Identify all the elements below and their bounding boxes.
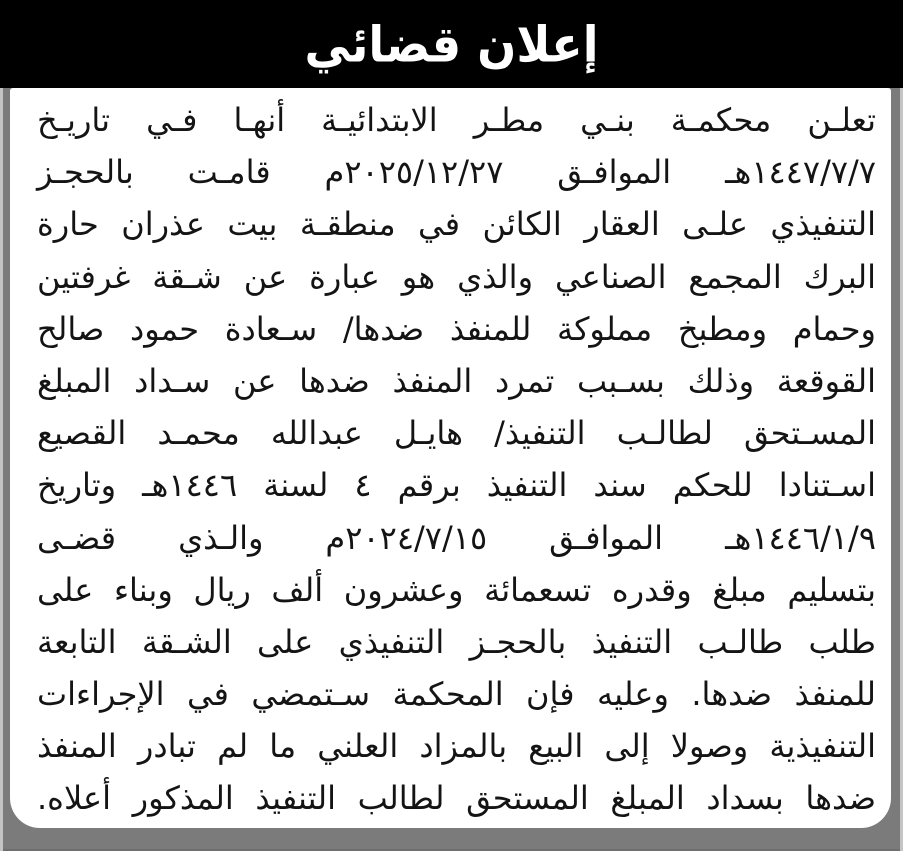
body-line: تعلـن محكمـة بنـي مطـر الابتدائيـة أنهـا فـي تاريـخ	[37, 101, 876, 139]
body-line: بتسليم مبلغ وقدره تسعمائة وعشرون ألف ريال وبناء على	[37, 570, 876, 609]
body-line: البرك المجمع الصناعي والذي هو عبارة عن شـقة غرفتين	[37, 257, 876, 296]
body-line: اسـتنادا للحكم سند التنفيذ برقم ٤ لسنة ١٤٤٦هـ وتاريخ	[37, 466, 877, 505]
body-line: التنفيذية وصولا إلى البيع بالمزاد العلني ما لم تبادر المنفذ	[37, 727, 876, 766]
body-line: ضدها بسداد المبلغ المستحق لطالب التنفيذ المذكور أعلاه.	[37, 779, 876, 818]
body-line: ١٤٤٦/١/٩هـ الموافـق ٢٠٢٤/٧/١٥م والـذي قضـى	[37, 518, 877, 557]
body-line: التنفيذي علـى العقار الكائن في منطقـة بيت عذران حارة	[37, 205, 876, 244]
body-line: المسـتحق لطالـب التنفيذ/ هايـل عبدالله محمـد القصيع	[37, 414, 876, 453]
announcement-body	[10, 88, 891, 828]
body-line: القوقعة وذلك بسـبب تمرد المنفذ ضدها عن سـداد المبلغ	[37, 361, 876, 400]
announcement-header	[0, 0, 903, 88]
announcement-title: إعلان قضائي	[304, 14, 599, 74]
body-line: للمنفذ ضدها. وعليه فإن المحكمة سـتمضي في الإجراءات	[37, 675, 876, 714]
body-line: ١٤٤٧/٧/٧هـ الموافـق ٢٠٢٥/١٢/٢٧م قامـت بالحجـز	[37, 153, 876, 192]
body-line: وحمام ومطبخ مملوكة للمنفذ ضدها/ سـعادة حمود صالح	[37, 309, 876, 348]
body-line: طلب طالـب التنفيذ بالحجـز التنفيذي على الشـقة التابعة	[37, 622, 876, 661]
